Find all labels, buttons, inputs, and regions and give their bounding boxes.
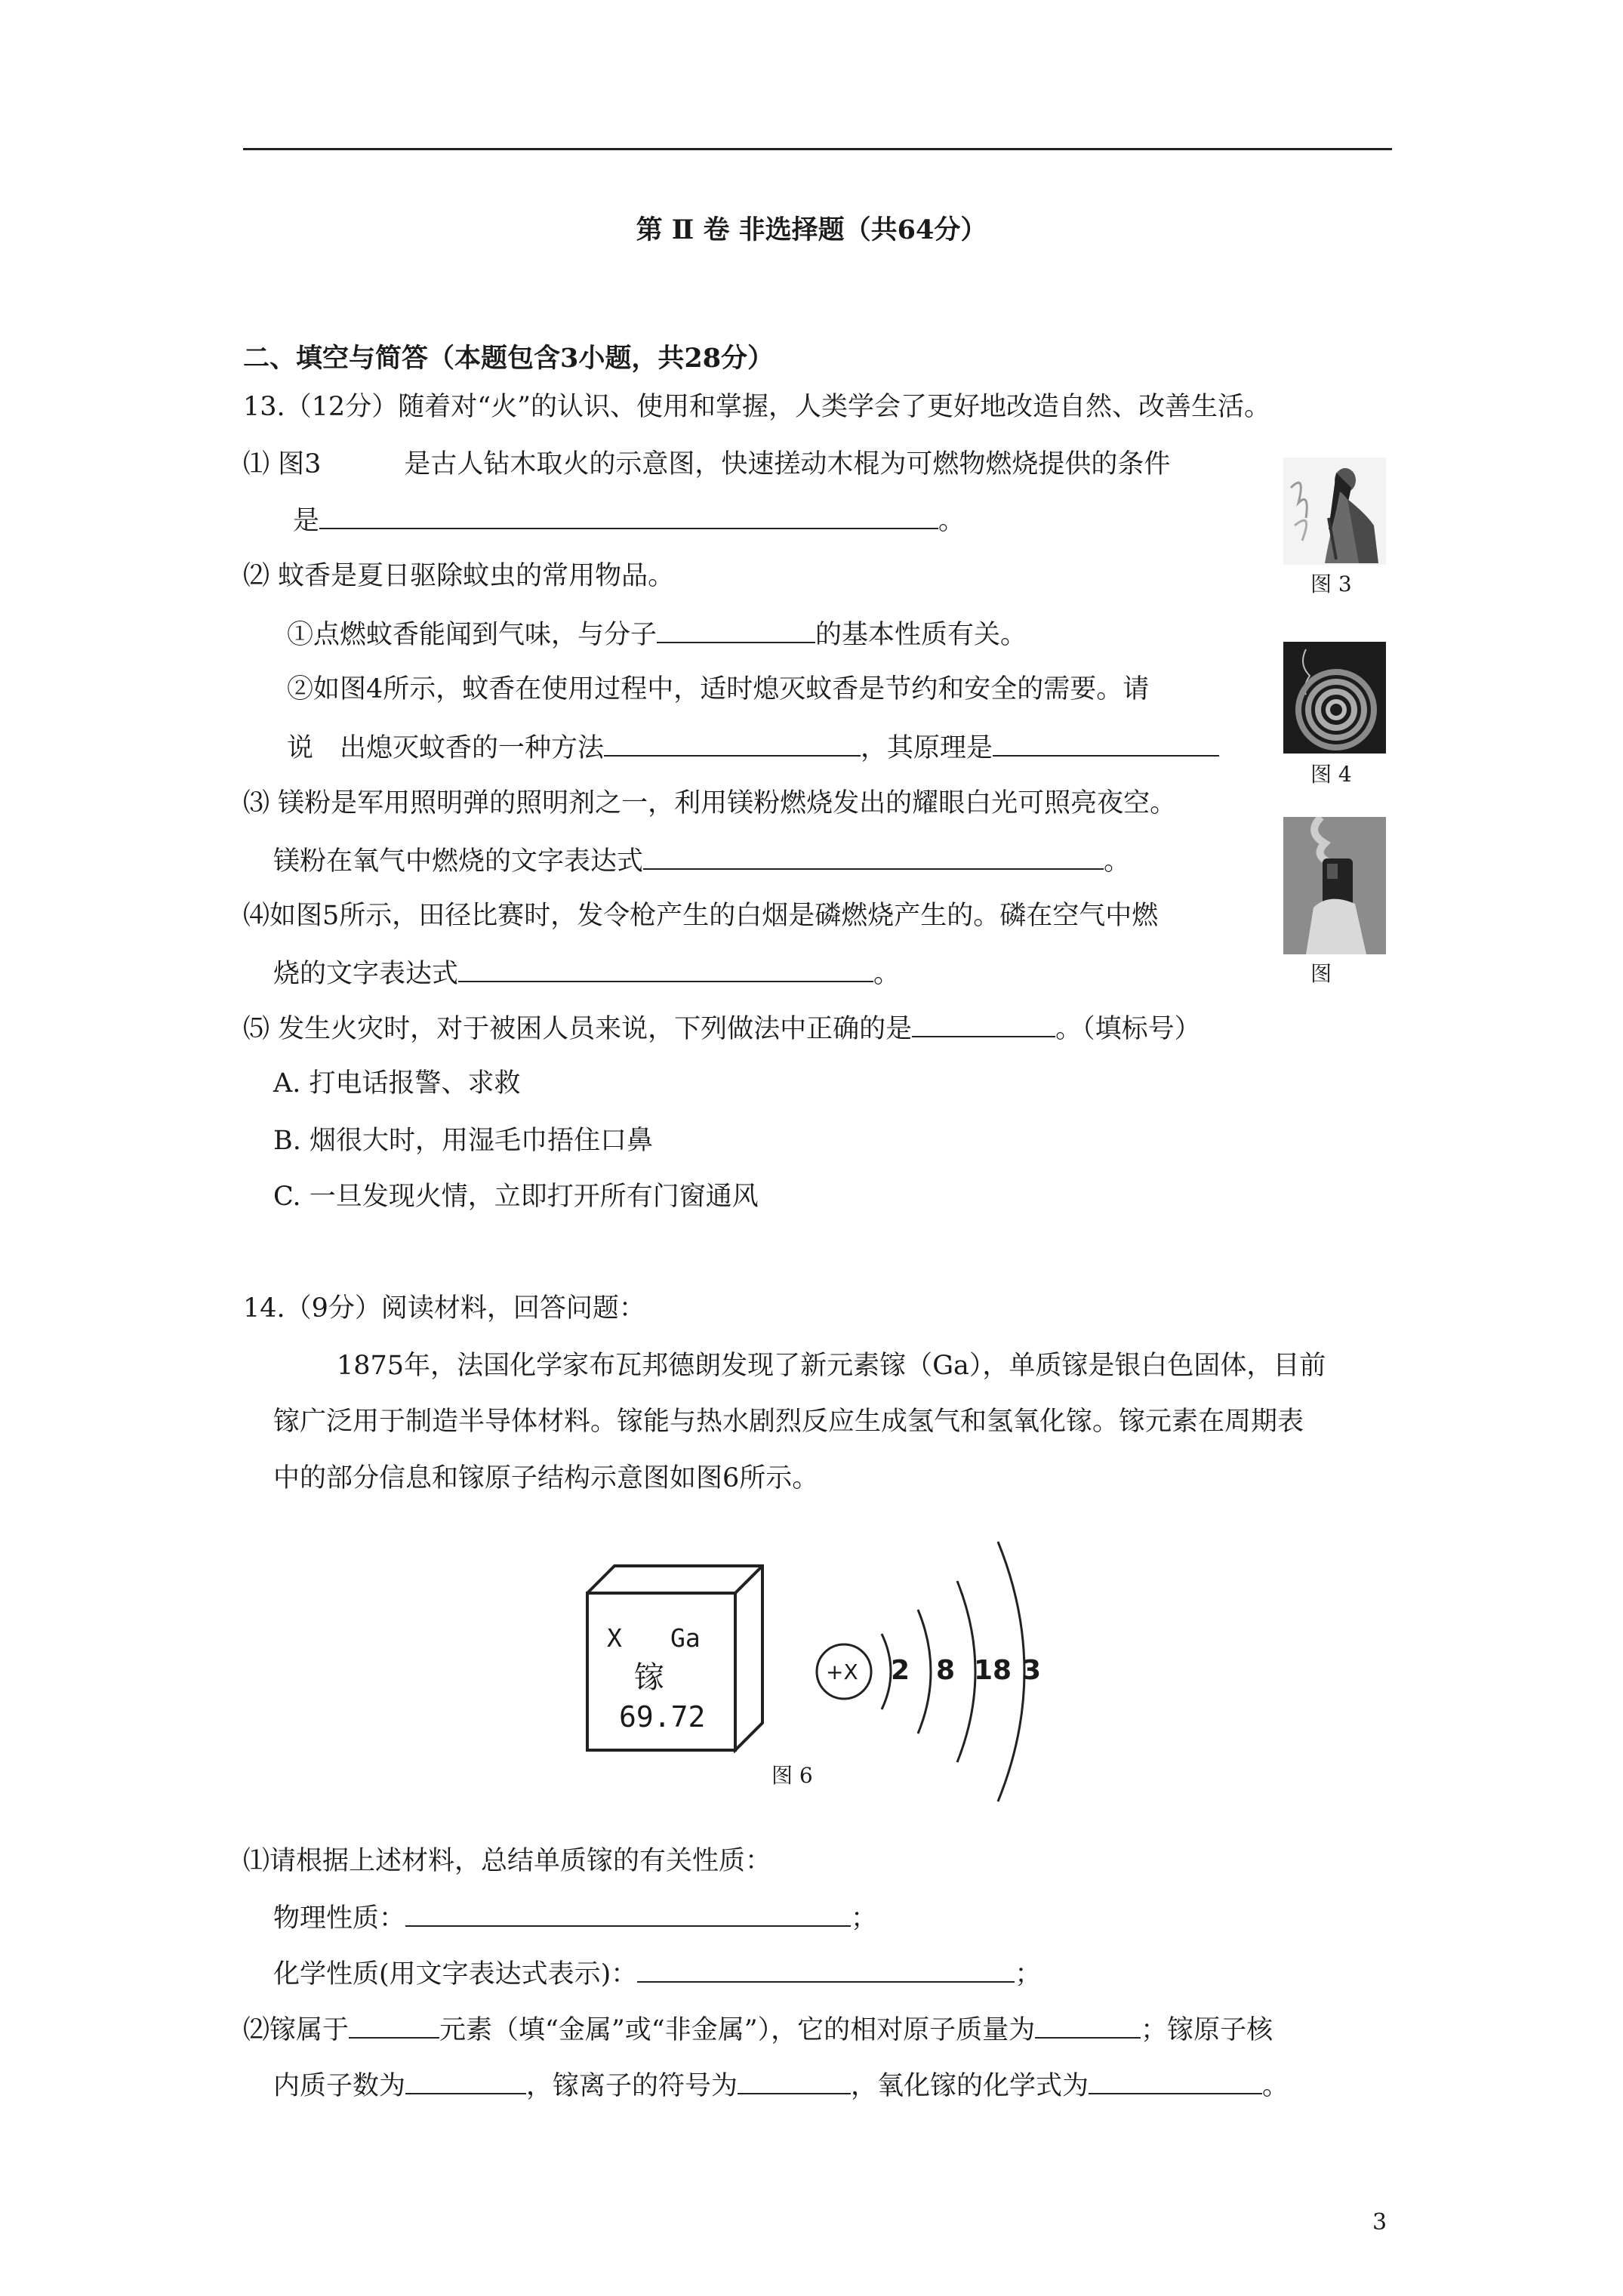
fig6-caption: 图 6 [771, 1763, 813, 1788]
q14-metal-blank[interactable] [349, 2011, 439, 2039]
q13-part1-line1 [243, 447, 1170, 482]
q14-para-line1: 1875年，法国化学家布瓦邦德朗发现了新元素镓（Ga），单质镓是银白色固体，目前 [337, 1351, 1326, 1381]
q14-sub1-phys [273, 1900, 877, 1936]
q13-part2-2b [287, 729, 1219, 766]
nucleus-charge: +X [826, 1660, 858, 1684]
q13-p3-end: 。 [1104, 846, 1131, 877]
part-heading: 二、填空与简答（本题包含3小题，共28分） [243, 343, 775, 374]
q13-part1-line2 [293, 502, 965, 538]
q13-part5 [243, 1010, 1201, 1046]
q13-option-c: C. 一旦发现火情，立即打开所有门窗通风 [273, 1182, 759, 1212]
fig5-caption: 图 [1310, 961, 1332, 986]
q13-part3-line2 [273, 843, 1130, 879]
q14-s2-text: 元素（填“金属”或“非金属”），它的相对原子质量为 [439, 2015, 1036, 2045]
q13-p2-2-method-label: 说 出熄灭蚊香的一种方法 [287, 733, 605, 763]
q13-p2-1-blank[interactable] [657, 616, 815, 643]
q13-part2: ⑵ 蚊香是夏日驱除蚊虫的常用物品。 [243, 561, 675, 591]
q14-phys-end: ； [851, 1903, 878, 1934]
q14-s2-tail: ；镓原子核 [1141, 2015, 1273, 2045]
q14-phys-blank[interactable] [405, 1900, 851, 1927]
q13-p1-answer-blank[interactable] [319, 502, 938, 529]
section-title: 第 Ⅱ 卷 非选择题（共64分） [636, 214, 987, 245]
fig3-caption: 图 3 [1310, 572, 1352, 596]
q14-phys-label: 物理性质： [273, 1903, 406, 1934]
q14-sub1-chem [273, 1955, 1041, 1992]
q13-part4-line1: ⑷如图5所示，田径比赛时，发令枪产生的白烟是磷燃烧产生的。磷在空气中燃 [243, 901, 1159, 931]
q13-p5-text: ⑸ 发生火灾时，对于被困人员来说，下列做法中正确的是 [243, 1014, 913, 1044]
q13-part2-1 [287, 616, 1027, 652]
q14-s2-label: ⑵镓属于 [243, 2015, 350, 2045]
q14-para-line2: 镓广泛用于制造半导体材料。镓能与热水剧烈反应生成氢气和氢氧化镓。镓元素在周期表 [273, 1407, 1304, 1437]
q14-oxide-label: ，氧化镓的化学式为 [851, 2071, 1089, 2101]
q13-p1-fig-ref: ⑴ 图3 [243, 449, 322, 479]
q14-ion-label: ，镓离子的符号为 [526, 2071, 738, 2101]
header-rule [243, 148, 1392, 150]
q14-stem: 14.（9分）阅读材料，回答问题： [243, 1293, 645, 1324]
element-mass: 69.72 [619, 1700, 706, 1734]
atom-diagram [809, 1528, 1081, 1815]
q13-p2-1-text: ①点燃蚊香能闻到气味，与分子 [287, 620, 658, 650]
q14-para-line3: 中的部分信息和镓原子结构示意图如图6所示。 [273, 1463, 819, 1493]
element-cell [586, 1564, 764, 1753]
q13-p2-2-method-blank[interactable] [604, 729, 861, 757]
q14-ion-blank[interactable] [738, 2067, 851, 2094]
page-number: 3 [1372, 2209, 1387, 2236]
q13-p3-blank[interactable] [643, 843, 1104, 870]
q14-chem-blank[interactable] [637, 1955, 1015, 1983]
q14-proton-blank[interactable] [405, 2067, 526, 2094]
element-symbol: Ga [670, 1623, 701, 1653]
shell-4-electrons: 3 [1022, 1655, 1042, 1686]
q14-chem-label: 化学性质(用文字表达式表示)： [273, 1959, 638, 1989]
q14-sub2-line2 [273, 2067, 1289, 2103]
q13-p2-1-end: 的基本性质有关。 [815, 620, 1027, 650]
q14-oxide-end: 。 [1262, 2071, 1289, 2101]
q14-mass-blank[interactable] [1035, 2011, 1141, 2039]
fig3-image [1283, 458, 1386, 565]
q13-p4-blank[interactable] [458, 955, 873, 982]
q13-part3-line1: ⑶ 镁粉是军用照明弹的照明剂之一，利用镁粉燃烧发出的耀眼白光可照亮夜空。 [243, 788, 1177, 818]
q14-oxide-blank[interactable] [1089, 2067, 1262, 2094]
q13-stem: 13.（12分）随着对“火”的认识、使用和掌握，人类学会了更好地改造自然、改善生活。 [243, 392, 1270, 422]
q13-p5-end: 。（填标号） [1055, 1014, 1201, 1044]
q13-p3-label: 镁粉在氧气中燃烧的文字表达式 [273, 846, 644, 877]
shell-2-electrons: 8 [936, 1655, 956, 1686]
shell-1-electrons: 2 [891, 1655, 910, 1686]
q13-p2-2-principle-label: ，其原理是 [861, 733, 993, 763]
q13-part2-2a: ②如图4所示，蚊香在使用过程中，适时熄灭蚊香是节约和安全的需要。请 [287, 674, 1150, 704]
fig4-caption: 图 4 [1310, 762, 1352, 787]
q13-p1-label: 是 [293, 506, 320, 536]
fig4-image [1283, 642, 1386, 754]
q13-p4-label: 烧的文字表达式 [273, 959, 459, 989]
q13-p1-end: 。 [938, 506, 965, 536]
q13-option-a: A. 打电话报警、求救 [273, 1068, 521, 1099]
q13-option-b: B. 烟很大时，用湿毛巾捂住口鼻 [273, 1126, 653, 1156]
shell-3-electrons: 18 [974, 1655, 1012, 1686]
q14-chem-end: ； [1015, 1959, 1042, 1989]
q14-sub2-line1 [243, 2011, 1273, 2048]
q13-p5-blank[interactable] [912, 1010, 1055, 1037]
q14-sub1: ⑴请根据上述材料，总结单质镓的有关性质： [243, 1846, 772, 1876]
q13-p1-text: 是古人钻木取火的示意图，快速搓动木棍为可燃物燃烧提供的条件 [404, 449, 1171, 479]
q13-p4-end: 。 [873, 959, 901, 989]
element-name: 镓 [634, 1660, 664, 1695]
element-number: X [607, 1623, 622, 1653]
fig5-image [1283, 817, 1386, 954]
q13-part4-line2 [273, 955, 900, 991]
q13-p2-2-principle-blank[interactable] [993, 729, 1219, 757]
q14-proton-label: 内质子数为 [273, 2071, 406, 2101]
